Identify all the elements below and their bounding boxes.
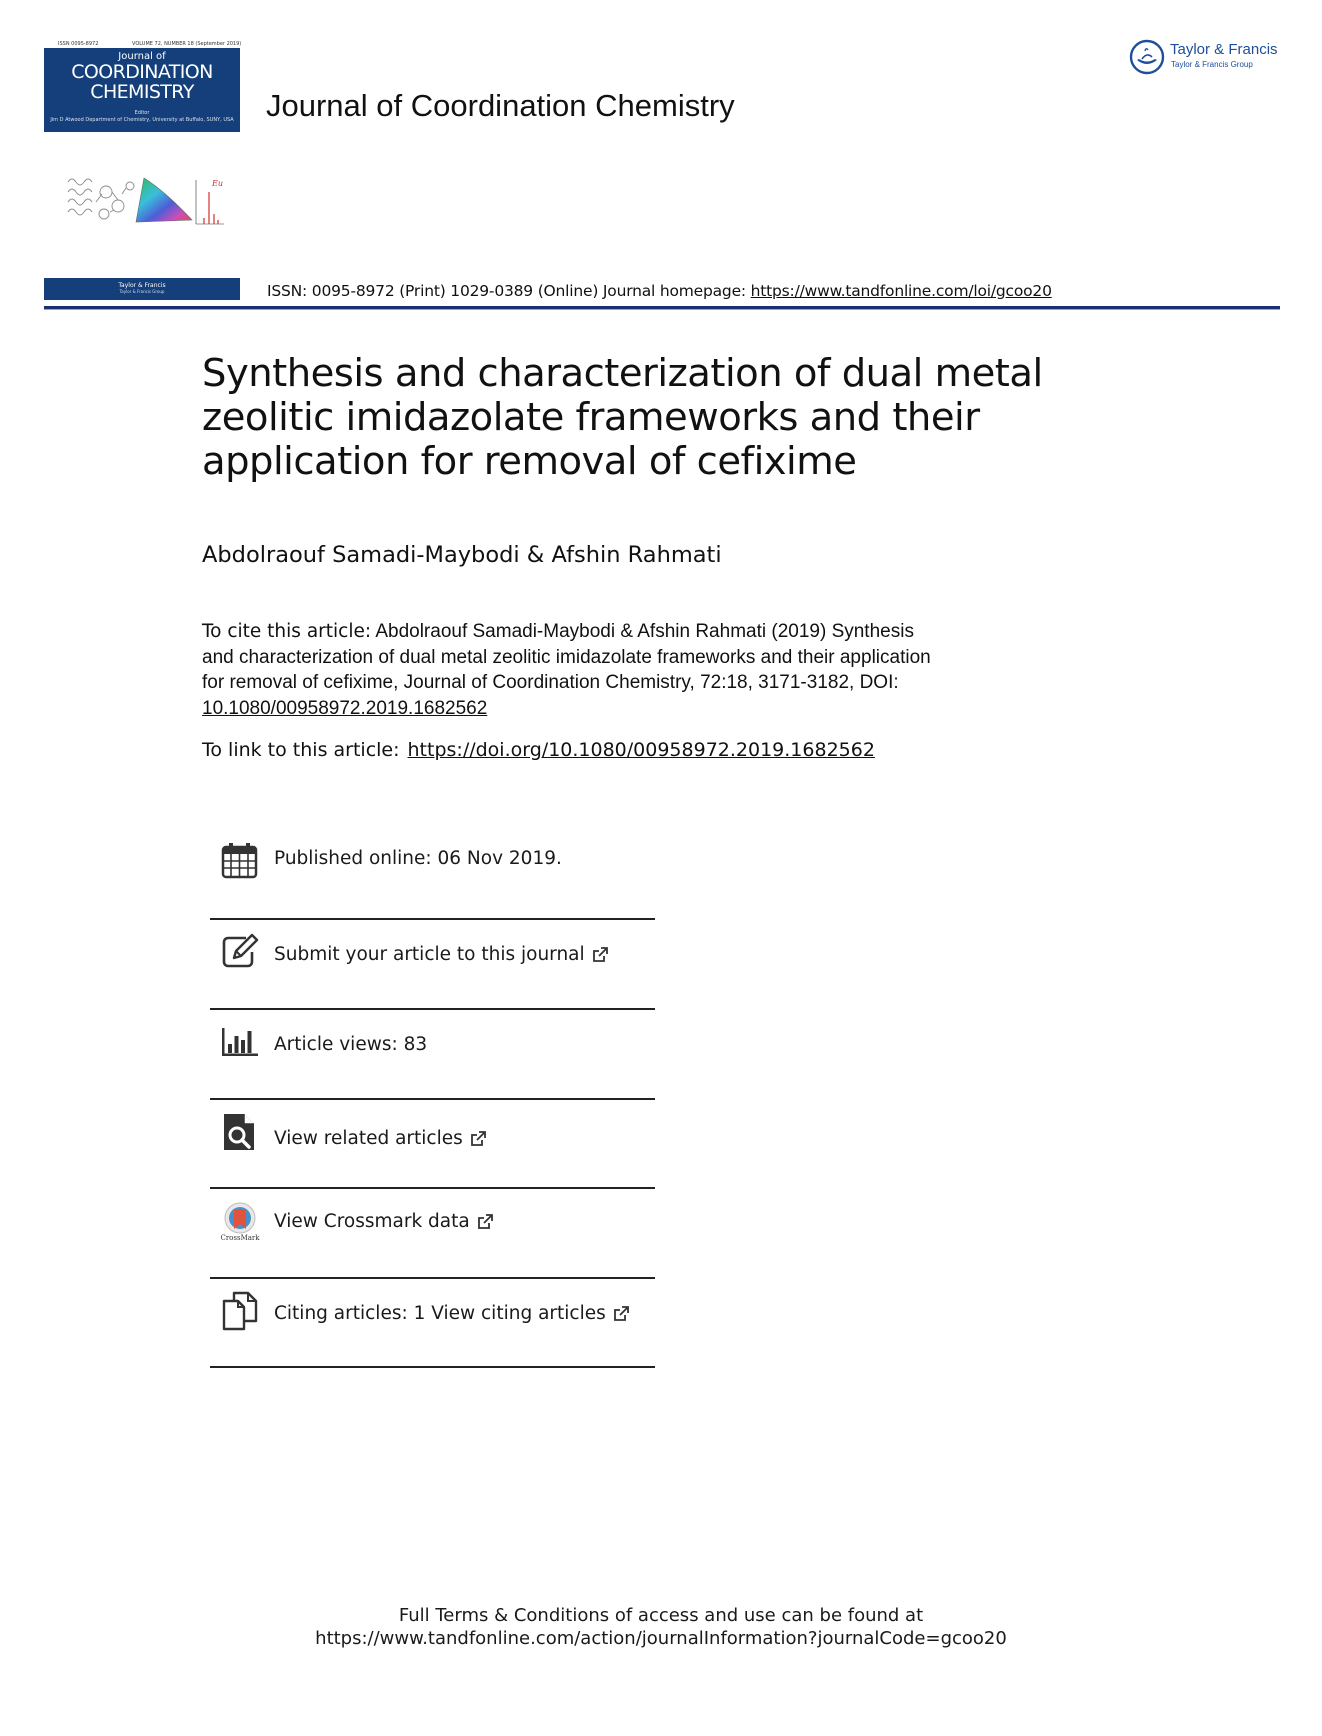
cover-title-line2: CHEMISTRY — [90, 81, 194, 103]
external-link-icon — [612, 1305, 630, 1323]
publisher-lamp-icon — [1128, 38, 1166, 76]
edit-icon — [220, 932, 260, 972]
article-title-line: zeolitic imidazolate frameworks and their — [202, 395, 980, 440]
cover-publisher-band — [44, 278, 240, 300]
article-authors: Abdolraouf Samadi-Maybodi & Afshin Rahmati — [202, 542, 722, 568]
article-title-line: Synthesis and characterization of dual metal — [202, 351, 1043, 396]
citation-line1: Abdolraouf Samadi-Maybodi & Afshin Rahmati (2019) Synthesis — [371, 621, 914, 642]
cover-volume: VOLUME 72, NUMBER 18 (September 2019) — [132, 41, 242, 47]
issn-text: ISSN: 0095-8972 (Print) 1029-0389 (Online) Journal homepage: — [267, 282, 751, 300]
citing-documents-icon — [220, 1291, 260, 1331]
cover-journal-of: Journal of — [118, 51, 166, 62]
cover-title-line1: COORDINATION — [71, 61, 213, 83]
external-link-icon — [591, 946, 609, 964]
article-link-line — [202, 737, 875, 763]
citation-line2: and characterization of dual metal zeolitic imidazolate frameworks and their application — [202, 646, 931, 668]
calendar-icon — [220, 840, 260, 880]
citation-block — [202, 619, 1042, 721]
external-link-icon — [469, 1130, 487, 1148]
row-divider — [210, 1277, 655, 1279]
crossmark-row[interactable] — [210, 1197, 655, 1257]
search-document-icon — [220, 1112, 260, 1152]
crossmark-icon — [220, 1201, 260, 1241]
citing-articles-text[interactable]: Citing articles: 1 View citing articles — [274, 1303, 606, 1324]
article-views-text: Article views: 83 — [274, 1034, 428, 1055]
publisher-group: Taylor & Francis Group — [1171, 60, 1253, 69]
submit-article-row[interactable] — [210, 928, 655, 988]
cover-issn: ISSN 0095-8972 — [58, 41, 99, 47]
article-link-label: To link to this article: — [202, 739, 400, 761]
terms-footer — [0, 1604, 1322, 1650]
row-divider — [210, 1008, 655, 1010]
citation-label: To cite this article: — [202, 621, 372, 642]
article-title — [202, 352, 1062, 484]
cover-artwork — [66, 172, 226, 236]
issn-line — [267, 282, 1052, 300]
cover-art-label: Eu — [212, 179, 223, 188]
external-link-icon — [476, 1213, 494, 1231]
published-online-text: Published online: 06 Nov 2019. — [274, 848, 562, 869]
cover-artwork-graphic — [66, 172, 226, 236]
related-articles-row[interactable] — [210, 1108, 655, 1168]
cover-editor-name: Jim D Atwood Department of Chemistry, University at Buffalo, SUNY, USA — [50, 117, 234, 123]
article-doi-link[interactable]: https://doi.org/10.1080/00958972.2019.1682562 — [407, 739, 875, 761]
submit-article-text[interactable]: Submit your article to this journal — [274, 944, 585, 965]
terms-footer-link[interactable]: https://www.tandfonline.com/action/journalInformation?journalCode=gcoo20 — [315, 1628, 1007, 1649]
related-articles-text[interactable]: View related articles — [274, 1128, 463, 1149]
row-divider — [210, 918, 655, 920]
crossmark-text[interactable]: View Crossmark data — [274, 1211, 470, 1232]
journal-name[interactable]: Journal of Coordination Chemistry — [266, 88, 735, 123]
row-divider — [210, 1187, 655, 1189]
cover-band-group: Taylor & Francis Group — [119, 289, 165, 294]
bar-chart-icon — [220, 1022, 260, 1062]
row-divider — [210, 1366, 655, 1368]
publisher-name: Taylor & Francis — [1170, 41, 1278, 58]
journal-homepage-link[interactable]: https://www.tandfonline.com/loi/gcoo20 — [750, 282, 1052, 300]
journal-cover — [44, 40, 240, 132]
published-online-row — [210, 838, 655, 898]
crossmark-icon-label: CrossMark — [220, 1234, 260, 1241]
citation-doi-link[interactable]: 10.1080/00958972.2019.1682562 — [202, 697, 488, 719]
cover-editor-label: Editor — [134, 110, 150, 116]
citation-line3: for removal of cefixime, Journal of Coordination Chemistry, 72:18, 3171-3182, DOI: — [202, 672, 899, 693]
article-title-line: application for removal of cefixime — [202, 439, 857, 484]
row-divider — [210, 1098, 655, 1100]
terms-footer-line1: Full Terms & Conditions of access and use can be found at — [398, 1605, 924, 1626]
cover-band-publisher: Taylor & Francis — [118, 282, 166, 289]
article-views-row — [210, 1018, 655, 1078]
publisher-logo[interactable] — [1128, 38, 1288, 78]
header-rule-thin — [44, 309, 1280, 310]
citing-articles-row[interactable] — [210, 1287, 655, 1347]
